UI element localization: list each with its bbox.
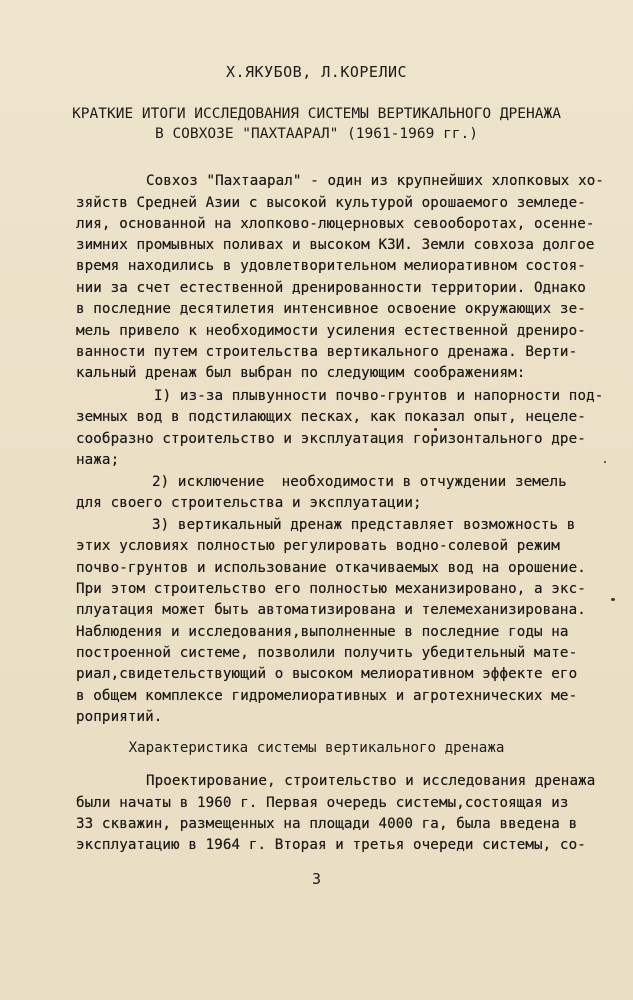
scan-speck — [434, 428, 437, 431]
text-line: плуатация может быть автоматизирована и телемеханизирована. — [76, 602, 586, 618]
text-line: мель привело к необходимости усиления естественной дрениро- — [76, 323, 586, 339]
text-line: в общем комплексе гидромелиоративных и агротехнических ме- — [76, 688, 578, 704]
text-line: время находились в удовлетворительном мелиоративном состоя- — [76, 258, 586, 274]
text-line: почво-грунтов и использование откачиваемых вод на орошение. — [76, 560, 586, 576]
text-line: роприятий. — [76, 709, 163, 725]
text-line: зимних промывных поливах и высоком КЗИ. Земли совхоза долгое — [76, 237, 595, 253]
title-line-1: КРАТКИЕ ИТОГИ ИССЛЕДОВАНИЯ СИСТЕМЫ ВЕРТИКАЛЬНОГО ДРЕНАЖА — [72, 106, 561, 122]
text-line: I) из-за плывунности почво-грунтов и напорности под- — [154, 388, 604, 404]
text-line: 33 скважин, размещенных на площади 4000 га, была введена в — [76, 816, 578, 832]
text-line: для своего строительства и эксплуатации; — [76, 495, 422, 511]
text-line: сообразно строительство и эксплуатация горизонтального дре- — [76, 431, 586, 447]
text-line: Наблюдения и исследования,выполненные в последние годы на — [76, 624, 569, 640]
text-line: риал,свидетельствующий о высоком мелиоративном эффекте его — [76, 666, 578, 682]
text-line: нажа; — [76, 452, 120, 468]
text-line: Проектирование, строительство и исследования дренажа — [146, 773, 596, 789]
text-line: этих условиях полностью регулировать водно-солевой режим — [76, 538, 560, 554]
text-line: Совхоз "Пахтаарал" - один из крупнейших хлопковых хо- — [146, 173, 605, 189]
text-line: При этом строительство его полностью механизировано, а экс- — [76, 581, 586, 597]
text-line: земных вод в подстилающих песках, как показал опыт, нецеле- — [76, 409, 586, 425]
text-line: кальный дренаж был выбран по следующим соображениям: — [76, 365, 526, 381]
page-number: 3 — [311, 870, 322, 888]
authors: Х.ЯКУБОВ, Л.КОРЕЛИС — [225, 63, 408, 81]
text-line: лия, основанной на хлопково-люцерновых севооборотах, осенне- — [76, 216, 595, 232]
text-line: в последние десятилетия интенсивное освоение окружающих зе- — [76, 301, 586, 317]
scan-speck — [604, 461, 606, 463]
title-line-2: В СОВХОЗЕ "ПАХТААРАЛ" (1961-1969 гг.) — [154, 126, 478, 142]
text-line: 3) вертикальный дренаж представляет возможность в — [152, 517, 576, 533]
scan-speck — [611, 598, 615, 601]
section-heading: Характеристика системы вертикального дренажа — [128, 740, 505, 756]
text-line: эксплуатацию в 1964 г. Вторая и третья очереди системы, со- — [76, 837, 586, 853]
text-line: 2) исключение необходимости в отчуждении земель — [152, 474, 567, 490]
text-line: были начаты в 1960 г. Первая очередь системы,состоящая из — [76, 795, 569, 811]
text-line: зяйств Средней Азии с высокой культурой орошаемого земледе- — [76, 195, 586, 211]
text-line: нии за счет естественной дренированности территории. Однако — [76, 280, 586, 296]
text-line: построенной системе, позволили получить убедительный мате- — [76, 645, 578, 661]
text-line: ванности путем строительства вертикального дренажа. Верти- — [76, 344, 578, 360]
